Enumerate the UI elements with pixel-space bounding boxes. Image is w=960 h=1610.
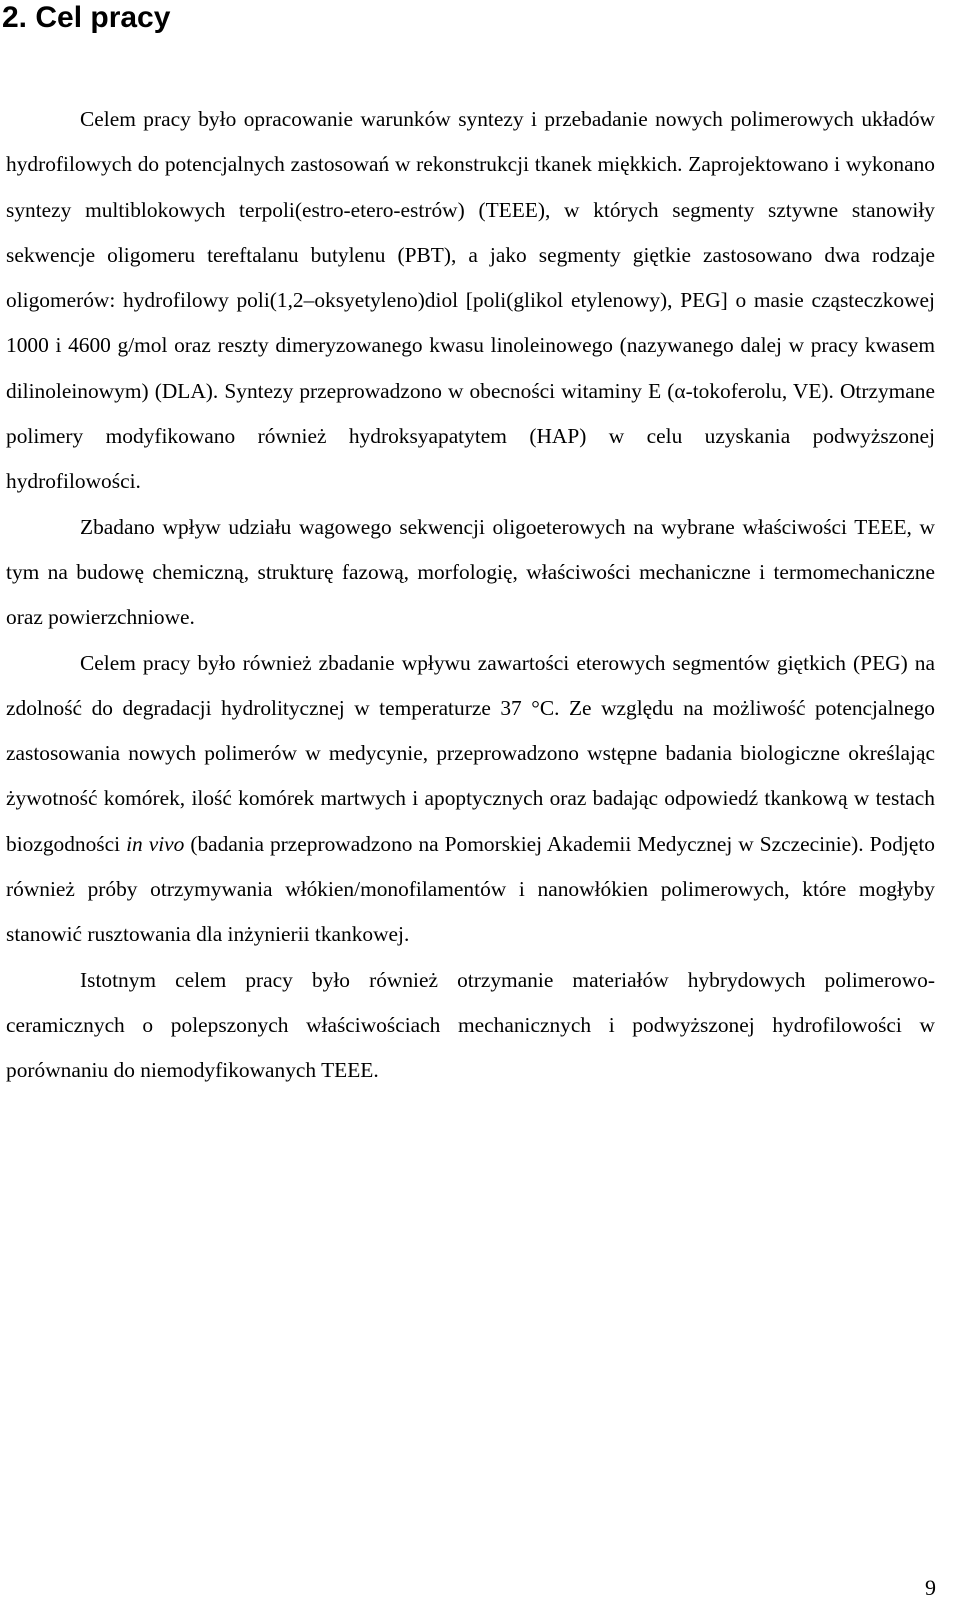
page-number: 9: [925, 1575, 936, 1600]
paragraph-text: (badania przeprowadzono na Pomorskiej Akademii Medycznej w Szczecinie). Podjęto również próby otrzymywania włókien/monofilamentów i nanowłókien polimerowych, które mogłyby stanowić rusztowania dla inżynierii tkankowej.: [6, 831, 935, 947]
italic-term: in vivo: [126, 831, 185, 856]
paragraph-goal: [6, 97, 935, 505]
paragraph-text: Celem pracy było również zbadanie wpływu zawartości eterowych segmentów giętkich (PEG) na zdolność do degradacji hydrolitycznej w temperaturze 37 °C. Ze względu na możliwość potencjalnego zastosowania nowych polimerów w medycynie, przeprowadzono wstępne badania biologiczne określając żywotność komórek, ilość komórek martwych i apoptycznych oraz badając odpowiedź tkankową w testach biozgodności: [6, 650, 935, 856]
paragraph-hybrid-materials: [6, 958, 935, 1094]
body-text: [6, 97, 935, 1094]
paragraph-properties-study: [6, 505, 935, 641]
section-heading: 2. Cel pracy: [2, 1, 171, 34]
paragraph-text: Istotnym celem pracy było również otrzymanie materiałów hybrydowych polimerowo-ceramicznych o polepszonych właściwościach mechanicznych i podwyższonej hydrofilowości w porównaniu do niemodyfikowanych TEEE.: [6, 967, 935, 1083]
paragraph-degradation-biology: [6, 641, 935, 958]
paragraph-text: Celem pracy było opracowanie warunków syntezy i przebadanie nowych polimerowych układów hydrofilowych do potencjalnych zastosowań w rekonstrukcji tkanek miękkich. Zaprojektowano i wykonano syntezy multiblokowych terpoli(estro-etero-estrów) (TEEE), w których segmenty sztywne stanowiły sekwencje oligomeru tereftalanu butylenu (PBT), a jako segmenty giętkie zastosowano dwa rodzaje oligomerów: hydrofilowy poli(1,2–oksyetyleno)diol [poli(glikol etylenowy), PEG] o masie cząsteczkowej 1000 i 4600 g/mol oraz reszty dimeryzowanego kwasu linoleinowego (nazywanego dalej w pracy kwasem dilinoleinowym) (DLA). Syntezy przeprowadzono w obecności witaminy E (α-tokoferolu, VE). Otrzymane polimery modyfikowano również hydroksyapatytem (HAP) w celu uzyskania podwyższonej hydrofilowości.: [6, 107, 935, 494]
paragraph-text: Zbadano wpływ udziału wagowego sekwencji oligoeterowych na wybrane właściwości TEEE, w tym na budowę chemiczną, strukturę fazową, morfologię, właściwości mechaniczne i termomechaniczne oraz powierzchniowe.: [6, 514, 935, 630]
